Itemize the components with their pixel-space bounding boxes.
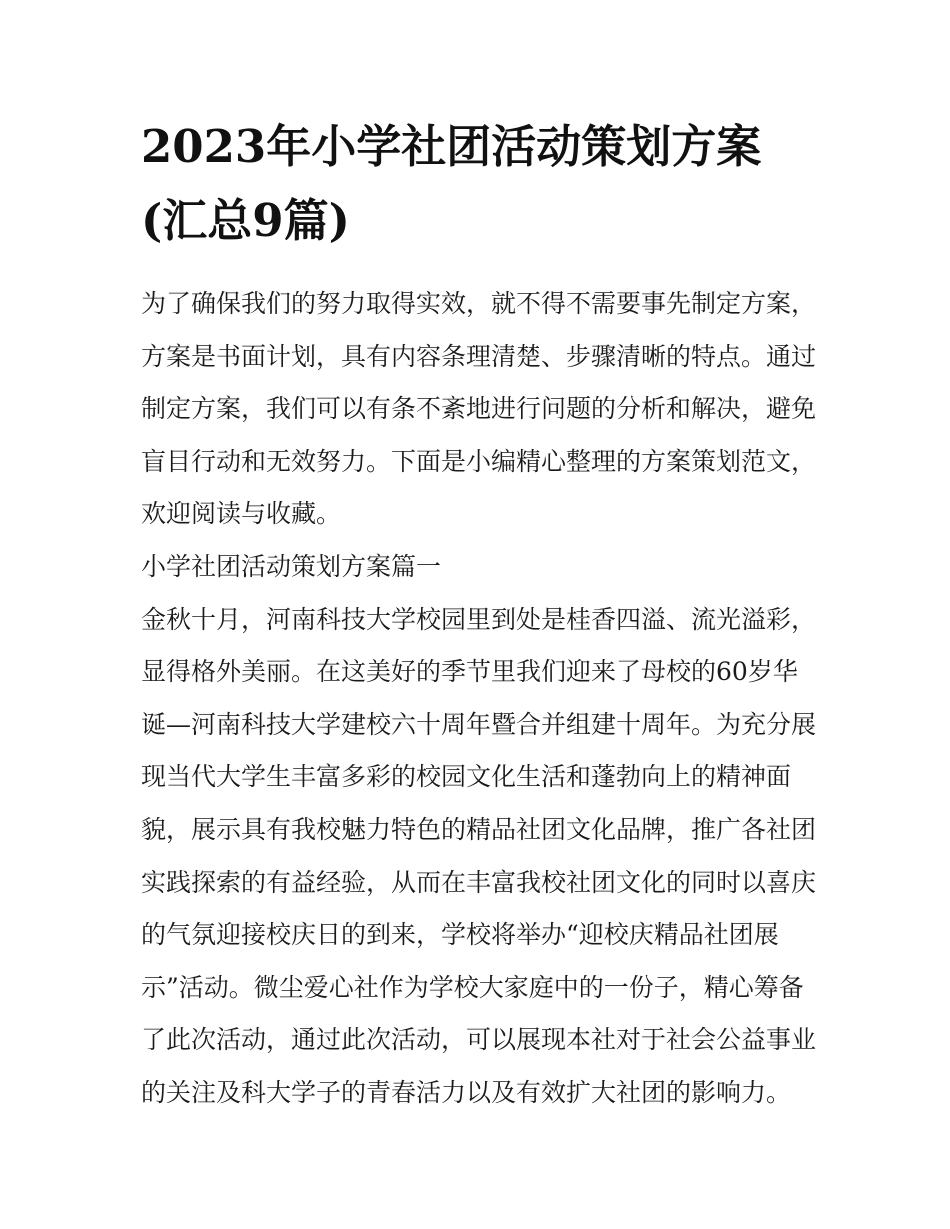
paragraph-line: 实践探索的有益经验，从而在丰富我校社团文化的同时以喜庆 [141, 867, 817, 897]
paragraph-line: 制定方案，我们可以有条不紊地进行问题的分析和解决，避免 [141, 394, 817, 424]
document-page [141, 118, 817, 1120]
title-line: (汇总9篇) [141, 194, 350, 247]
paragraph-line: 显得格外美丽。在这美好的季节里我们迎来了母校的60岁华 [141, 657, 798, 687]
document-title [141, 118, 813, 250]
paragraph-line: 示”活动。微尘爱心社作为学校大家庭中的一份子，精心筹备 [141, 972, 804, 1002]
paragraph-line: 貌，展示具有我校魅力特色的精品社团文化品牌，推广各社团 [141, 814, 817, 844]
paragraph-line: 了此次活动，通过此次活动，可以展现本社对于社会公益事业 [141, 1025, 817, 1055]
paragraph-line: 方案是书面计划，具有内容条理清楚、步骤清晰的特点。通过 [141, 341, 817, 371]
section-paragraph [141, 594, 817, 1120]
intro-paragraph [141, 278, 817, 541]
document-body [141, 278, 817, 1120]
title-line: 2023年小学社团活动策划方案 [141, 120, 762, 173]
section-heading: 小学社团活动策划方案篇一 [141, 551, 442, 581]
paragraph-line: 为了确保我们的努力取得实效，就不得不需要事先制定方案， [141, 289, 817, 318]
paragraph-line: 现当代大学生丰富多彩的校园文化生活和蓬勃向上的精神面 [141, 762, 792, 792]
paragraph-line: 的关注及科大学子的青春活力以及有效扩大社团的影响力。 [141, 1077, 792, 1107]
paragraph-line: 的气氛迎接校庆日的到来，学校将举办“迎校庆精品社团展 [141, 920, 779, 950]
paragraph-line: 金秋十月，河南科技大学校园里到处是桂香四溢、流光溢彩， [141, 604, 817, 634]
paragraph-line: 诞—河南科技大学建校六十周年暨合并组建十周年。为充分展 [141, 709, 817, 739]
paragraph-line: 盲目行动和无效努力。下面是小编精心整理的方案策划范文， [141, 446, 817, 476]
paragraph-line: 欢迎阅读与收藏。 [141, 499, 342, 529]
